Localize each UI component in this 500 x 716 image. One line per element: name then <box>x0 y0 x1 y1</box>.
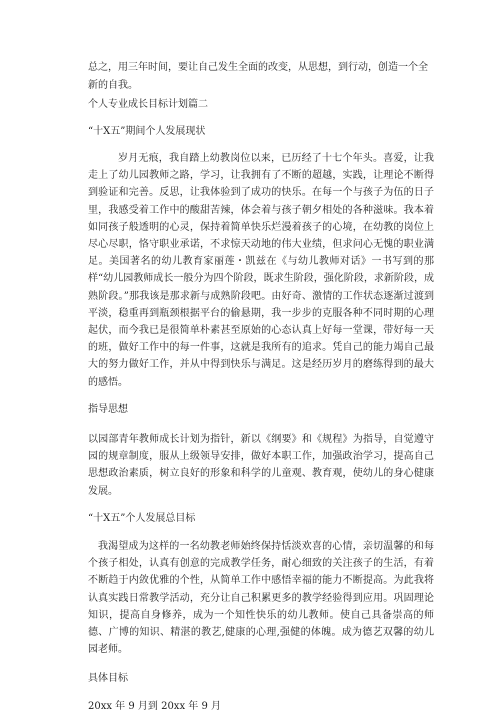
summary-line: 总之，用三年时间，要让自己发生全面的改变，从思想，到行动，创造一个全新的自我。 <box>88 62 428 92</box>
goal-heading: “十X五”个人发展总目标 <box>88 513 196 524</box>
guiding-heading: 指导思想 <box>88 404 128 415</box>
date-range-line: 20xx 年 9 月到 20xx 年 9 月 <box>88 701 221 712</box>
guiding-paragraph: 以园部青年教师成长计划为指针，新以《纲要》和《规程》为指导，自觉遵守园的规章制度，服从上级领导安排，做好本职工作，加强政治学习，提高自己思想政治素质，树立良好的形象和科学的儿童观、教育观，使幼儿的身心健康发展。 <box>88 434 434 497</box>
section-heading: 个人专业成长目标计划篇二 <box>88 99 208 110</box>
current-status-paragraph: 岁月无痕，我自踏上幼教岗位以来，已历经了十七个年头。喜爱，让我走上了幼儿园教师之路，学习，让我拥有了不断的超越，实践，让理论不断得到验证和完善。反思，让我体验到了成功的快乐。在每一个与孩子为伍的日子里，我感受着工作中的酸甜苦辣，体会着与孩子朝夕相处的各种滋味。我本着如同孩子般透明的心灵，保持着简单快乐烂漫着孩子的心境，在幼教的岗位上尽心尽职，恪守职业承诺，不求惊天动地的伟大业绩，但求问心无愧的职业满足。美国著名的幼儿教育家丽莲・凯兹在《与幼儿教师对话》一书写到的那样“幼儿园教师成长一般分为四个阶段，既求生阶段，强化阶段，求新阶段，成熟阶段。”那我该是那求新与成熟阶段吧。由好奇、激情的工作状态逐渐过渡到平淡，稳重再到瓶颈根据平台的偷悬期，我一步步的克服各种不同时期的心理起伏，而今我已是很简单朴素甚至原始的心态认真上好每一堂课，带好每一天的班，做好工作中的每一件事，这就是我所有的追求。凭自己的能力竭自己最大的努力做好工作，并从中得到快乐与满足。这是经历岁月的磨练得到的最大的感悟。 <box>88 153 434 388</box>
specific-goal-heading: 具体目标 <box>88 673 128 684</box>
current-status-heading: “十X五”期间个人发展现状 <box>88 126 206 137</box>
goal-paragraph: 我渴望成为这样的一名幼教老师始终保持恬淡欢喜的心情，亲切温馨的和每个孩子相处，认真有创意的完成教学任务，耐心细致的关注孩子的生活，有着不断趋于内敛优雅的个性，从简单工作中感悟幸福的能力不断提高。为此我将认真实践日常教学活动，充分让自己积累更多的教学经验得到应用。巩固理论知识，提高自身修养，成为一个知性快乐的幼儿教师。使自己具备崇高的师德、广博的知识、精湛的教艺,健康的心理,强健的体魄。成为德艺双馨的幼儿园老师。 <box>88 541 434 656</box>
